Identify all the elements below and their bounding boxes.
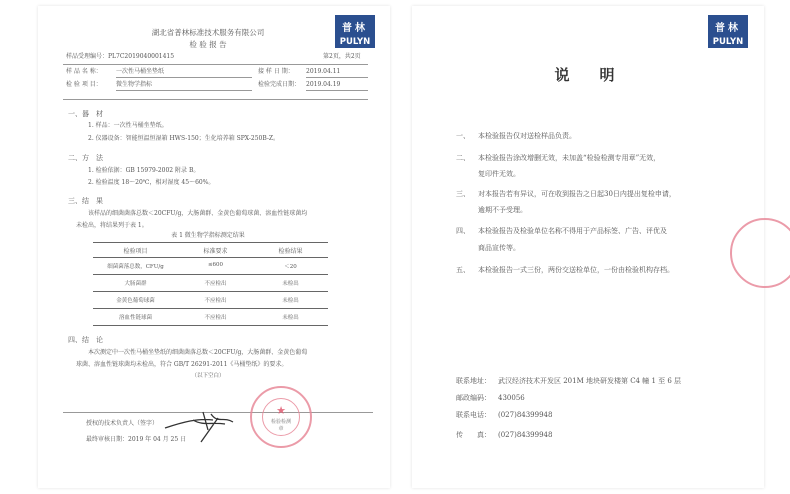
paragraph: 球菌、溶血性链球菌均未检出，符合 GB/T 26291-2011《马桶垫纸》的要求。	[76, 361, 288, 368]
item-text: 本检验报告一式三份，两份交送检单位，一份由检验机构存档。	[478, 266, 674, 274]
final-review-date: 最终审核日期：2019 年 04 月 25 日	[86, 436, 187, 443]
logo-cn: 普林	[715, 23, 741, 34]
table-caption: 表 1 微生物学指标测定结果	[171, 232, 245, 239]
contact-label: 联系电话：	[456, 411, 491, 419]
item-text: 本检验报告仅对送检样品负责。	[478, 132, 576, 140]
cell: 未检出	[282, 315, 299, 321]
cell: ＜20	[284, 264, 297, 270]
cell: 细菌菌落总数，CFU/g	[107, 264, 164, 270]
company-name: 湖北省普林标准技术服务有限公司	[151, 28, 265, 37]
item-number: 四、	[456, 227, 470, 235]
field-value: 微生物学指标	[116, 82, 252, 91]
contact-phone: (027)84399948	[498, 411, 553, 419]
pulyn-logo	[708, 15, 748, 48]
contact-label: 联系地址：	[456, 377, 491, 385]
paragraph: 本次测定中一次性马桶坐垫纸的细菌菌落总数＜20CFU/g，大肠菌群、金黄色葡萄	[88, 349, 308, 356]
item-text: 对本报告若有异议，可在收到报告之日起30日内提出复检申请，	[478, 190, 676, 198]
report-title: 检 验 报 告	[189, 40, 227, 49]
field-value: 2019.04.19	[306, 82, 368, 91]
field-value: 2019.04.11	[306, 69, 368, 78]
cell: 未检出	[282, 298, 299, 304]
field-label: 检 验 项 目：	[66, 81, 102, 88]
cell: 金黄色葡萄球菌	[116, 298, 155, 304]
paragraph: 该样品的细菌菌落总数＜20CFU/g，大肠菌群、金黄色葡萄球菌、溶血性链球菌均	[88, 210, 308, 217]
logo-cn: 普林	[342, 23, 368, 34]
logo-en: PULYN	[339, 37, 371, 47]
list-item: 1. 样品：一次性马桶坐垫纸。	[88, 122, 168, 129]
page-info: 第2页，共2页	[323, 53, 361, 60]
cell: 不应检出	[204, 298, 227, 304]
item-text: 复印件无效。	[478, 170, 520, 178]
cell: ≤600	[207, 262, 224, 268]
cell: 未检出	[282, 281, 299, 287]
cell: 大肠菌群	[124, 281, 147, 287]
item-text: 本检验报告及检验单位名称不得用于产品标签、广告、评优及	[478, 227, 667, 235]
column-header: 检验项目	[123, 248, 148, 255]
contact-postcode: 430056	[498, 394, 525, 402]
contact-label: 传 真：	[456, 431, 491, 439]
item-number: 三、	[456, 190, 470, 198]
column-header: 检验结果	[278, 248, 303, 255]
field-value: 一次性马桶坐垫纸	[116, 69, 252, 78]
seal-text: 检验检测 章	[270, 419, 291, 432]
item-text: 本检验报告涂改增删无效，未加盖“检验检测专用章”无效，	[478, 154, 661, 162]
cell: 不应检出	[204, 315, 227, 321]
paragraph: 未检出，将结果列于表 1。	[76, 222, 148, 229]
list-item: 1. 检验依据：GB 15979-2002 附录 B。	[88, 167, 200, 174]
item-number: 一、	[456, 132, 470, 140]
item-text: 逾期不予受理。	[478, 206, 527, 214]
column-header: 标准要求	[203, 248, 228, 255]
section-title: 四、结 论	[68, 336, 103, 344]
section-title: 三、结 果	[68, 197, 103, 205]
item-number: 二、	[456, 154, 470, 162]
contact-address: 武汉经济技术开发区 201M 地块研发楼第 C4 幢 1 至 6 层	[498, 377, 682, 385]
field-label: 样 品 名 称：	[66, 68, 102, 75]
item-text: 商品宣传等。	[478, 244, 520, 252]
field-label: 检验完成日期：	[258, 81, 301, 88]
official-seal: ★ 检验检测 章	[250, 386, 312, 448]
partial-seal	[730, 218, 790, 288]
cell: 溶血性链球菌	[118, 315, 152, 321]
section-title: 一、器 材	[68, 110, 103, 118]
notes-page	[412, 6, 764, 488]
contact-fax: (027)84399948	[498, 431, 553, 439]
signer-label: 授权的技术负责人（签字）	[86, 420, 159, 427]
field-label: 接 样 日 期：	[258, 68, 294, 75]
contact-label: 邮政编码：	[456, 394, 491, 402]
cell: 不应检出	[204, 281, 227, 287]
blank-note: （以下空白）	[191, 373, 225, 379]
logo-en: PULYN	[712, 37, 744, 47]
section-title: 二、方 法	[68, 154, 103, 162]
item-number: 五、	[456, 266, 470, 274]
list-item: 2. 检验温度 18～20℃，相对湿度 45～60%。	[88, 179, 215, 186]
report-page	[38, 6, 390, 488]
receipt-number: 样品受理编号：PL7C2019040001415	[66, 53, 175, 60]
list-item: 2. 仪器设备：智能恒温恒湿箱 HWS-150；生化培养箱 SPX-250B-Z。	[88, 135, 280, 142]
page-title: 说 明	[554, 66, 615, 84]
